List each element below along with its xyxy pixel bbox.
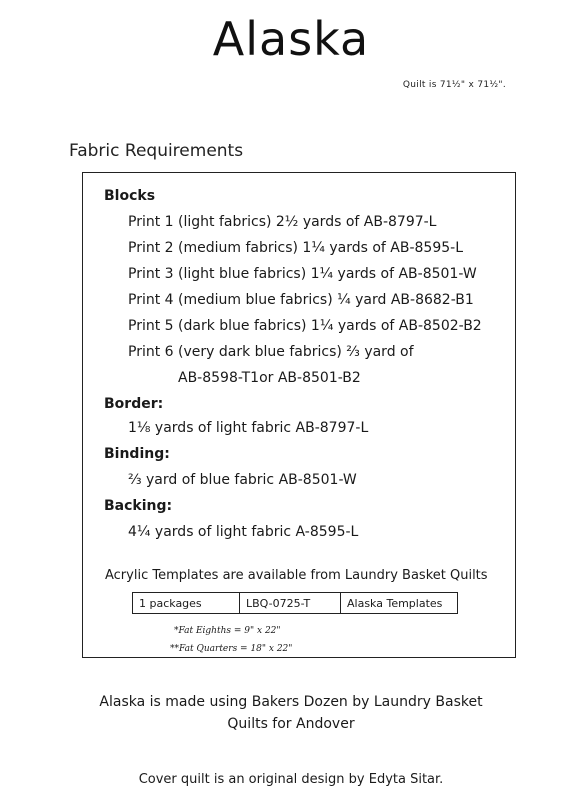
blocks-item: Print 1 (light fabrics) 2½ yards of AB-8797-L: [128, 214, 437, 230]
blocks-item: Print 2 (medium fabrics) 1¼ yards of AB-8595-L: [128, 240, 463, 256]
footer-line-1: Alaska is made using Bakers Dozen by Laundry Basket: [99, 694, 483, 710]
templates-caption: Acrylic Templates are available from Laundry Basket Quilts: [105, 568, 488, 583]
binding-text: ⅔ yard of blue fabric AB-8501-W: [128, 472, 357, 488]
blocks-heading: Blocks: [104, 188, 156, 204]
blocks-item: Print 3 (light blue fabrics) 1¼ yards of AB-8501-W: [128, 266, 477, 282]
page-title: Alaska: [212, 12, 370, 66]
table-cell-quantity: 1 packages: [133, 593, 240, 614]
section-heading: Fabric Requirements: [69, 141, 244, 161]
backing-heading: Backing:: [104, 498, 173, 514]
fat-quarters-note: **Fat Quarters = 18" x 22": [170, 644, 293, 654]
fat-eighths-note: *Fat Eighths = 9" x 22": [174, 626, 281, 636]
blocks-item: Print 6 (very dark blue fabrics) ⅔ yard of: [128, 344, 414, 360]
blocks-item: Print 4 (medium blue fabrics) ¼ yard AB-8682-B1: [128, 292, 474, 308]
footer-credit: Cover quilt is an original design by Edyta Sitar.: [138, 772, 444, 787]
table-row: [133, 593, 458, 614]
border-heading: Border:: [104, 396, 164, 412]
blocks-item: Print 5 (dark blue fabrics) 1¼ yards of AB-8502-B2: [128, 318, 482, 334]
footer-line-2: Quilts for Andover: [227, 716, 355, 732]
templates-table: [132, 592, 458, 614]
quilt-size: Quilt is 71½" x 71½".: [402, 80, 506, 90]
border-text: 1⅛ yards of light fabric AB-8797-L: [128, 420, 369, 436]
table-cell-code: LBQ-0725-T: [240, 593, 341, 614]
backing-text: 4¼ yards of light fabric A-8595-L: [128, 524, 359, 540]
blocks-item-continuation: AB-8598-T1or AB-8501-B2: [178, 370, 361, 386]
table-cell-description: Alaska Templates: [341, 593, 458, 614]
binding-heading: Binding:: [104, 446, 170, 462]
